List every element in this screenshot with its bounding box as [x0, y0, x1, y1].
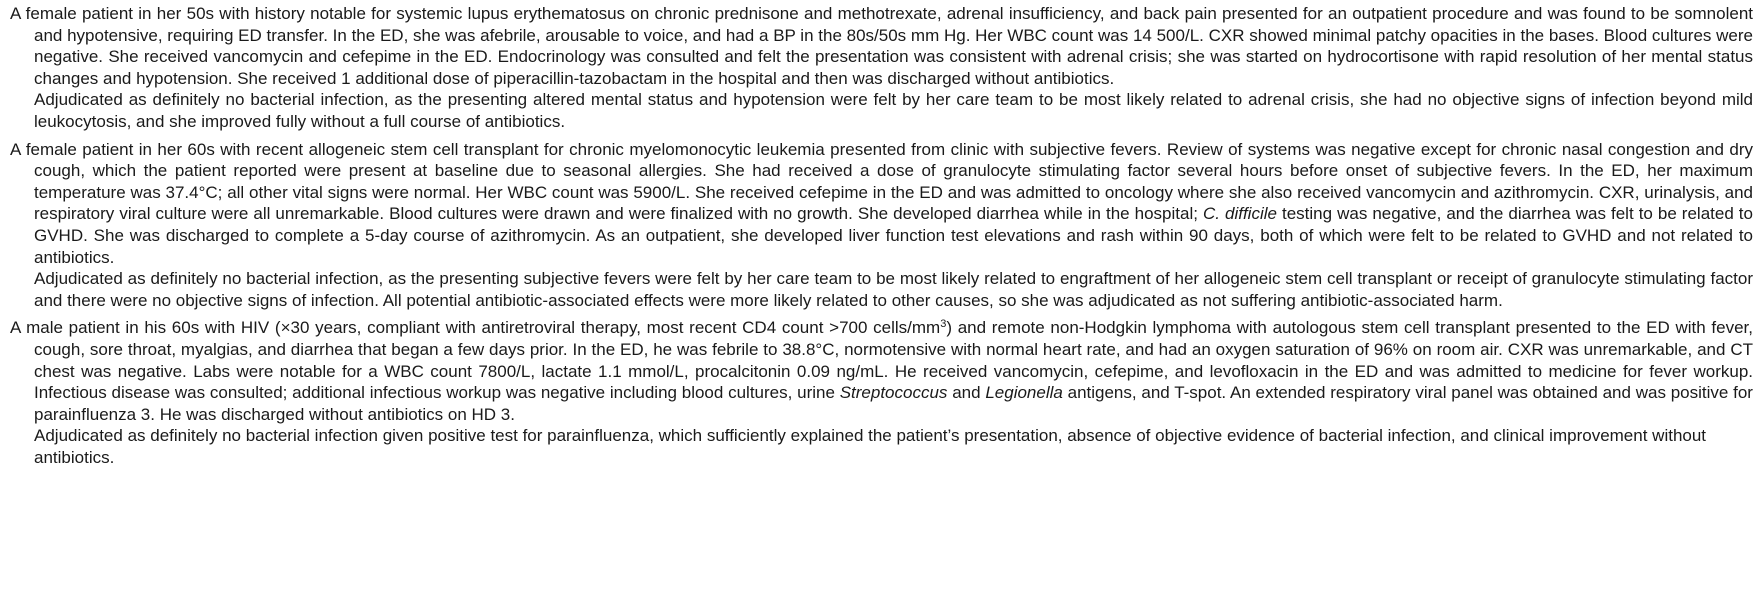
case-1-summary: A female patient in her 50s with history notable for systemic lupus erythematosus on chronic prednisone and methotrexate, adrenal insufficiency, and back pain presented for an outpatient procedure and was found to be somnolent and hypotensive, requiring ED transfer. In the ED, she was afebrile, arousable to voice, and had a BP in the 80s/50s mm Hg. Her WBC count was 14 500/L. CXR showed minimal patchy opacities in the bases. Blood cultures were negative. She received vancomycin and cefepime in the ED. Endocrinology was consulted and felt the presentation was consistent with adrenal crisis; she was started on hydrocortisone with rapid resolution of her mental status changes and hypotension. She received 1 additional dose of piperacillin-tazobactam in the hospital and then was discharged without antibiotics. [10, 4, 1753, 88]
organism-legionella: Legionella [985, 383, 1063, 403]
case-2-adjudication: Adjudicated as definitely no bacterial infection, as the presenting subjective fevers were felt by her care team to be most likely related to engraftment of her allogeneic stem cell transplant or receipt of granulocyte stimulating factor and there were no objective signs of infection. All potential antibiotic-associated effects were more likely related to other causes, so she was adjudicated as not suffering antibiotic-associated harm. [34, 269, 1753, 310]
case-3-summary-part-c: antigens, and T-spot. An extended respiratory viral panel was obtained and was positive for parainfluenza 3. He was discharged without antibiotics on HD 3. [34, 383, 1753, 424]
case-1-adjudication: Adjudicated as definitely no bacterial infection, as the presenting altered mental status and hypotension were felt by her care team to be most likely related to adrenal crisis, she had no objective signs of infection beyond mild leukocytosis, and she improved fully without a full course of antibiotics. [34, 90, 1753, 131]
cd4-unit-superscript: 3 [940, 318, 947, 331]
case-3-summary-part-a: A male patient in his 60s with HIV (×30 years, compliant with antiretroviral therapy, most recent CD4 count >700 cells/mm [10, 318, 941, 338]
case-2-summary-part-b: testing was negative, and the diarrhea was felt to be related to GVHD. She was discharged to complete a 5-day course of azithromycin. As an outpatient, she developed liver function test elevations and rash within 90 days, both of which were felt to be related to GVHD and not related to antibiotics. [34, 204, 1753, 267]
case-3-joiner: and [952, 383, 981, 403]
case-3-summary-part-b: ) and remote non-Hodgkin lymphoma with autologous stem cell transplant presented to the ED with fever, cough, sore throat, myalgias, and diarrhea that began a few days prior. In the ED, he was febrile to 38.8°C, normotensive with normal heart rate, and had an oxygen saturation of 96% on room air. CXR was unremarkable, and CT chest was negative. Labs were notable for a WBC count 7800/L, lactate 1.1 mmol/L, procalcitonin 0.09 ng/mL. He received vancomycin, cefepime, and levofloxacin in the ED and was admitted to medicine for fever workup. Infectious disease was consulted; additional infectious workup was negative including blood cultures, urine [34, 318, 1753, 403]
case-2-summary [10, 139, 1753, 269]
case-1 [10, 3, 1753, 133]
case-3 [10, 317, 1753, 468]
organism-streptococcus: Streptococcus [839, 383, 948, 403]
case-3-adjudication: Adjudicated as definitely no bacterial infection given positive test for parainfluenza, which sufficiently explained the patient’s presentation, absence of objective evidence of bacterial infection, and clinical improvement without antibiotics. [34, 426, 1707, 467]
case-2 [10, 139, 1753, 312]
case-2-summary-part-a: A female patient in her 60s with recent allogeneic stem cell transplant for chronic myelomonocytic leukemia presented from clinic with subjective fevers. Review of systems was negative except for chronic nasal congestion and dry cough, which the patient reported were present at baseline due to seasonal allergies. She had received a dose of granulocyte stimulating factor several hours before onset of subjective fevers. In the ED, her maximum temperature was 37.4°C; all other vital signs were normal. Her WBC count was 5900/L. She received cefepime in the ED and was admitted to oncology where she also received vancomycin and azithromycin. CXR, urinalysis, and respiratory viral culture were all unremarkable. Blood cultures were drawn and were finalized with no growth. She developed diarrhea while in the hospital; [10, 139, 1753, 224]
organism-c-difficile: C. difficile [1202, 204, 1277, 224]
case-3-summary [10, 317, 1753, 425]
